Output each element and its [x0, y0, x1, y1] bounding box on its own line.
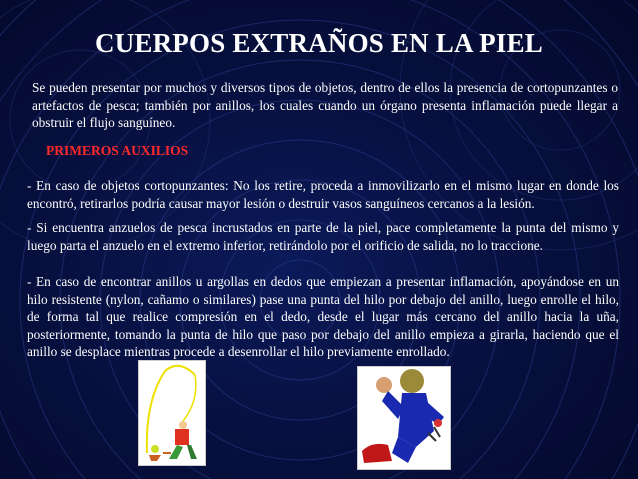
- instruction-rings: - En caso de encontrar anillos u argollas en dedos que empiezan a presentar inflamación, apoyándose en un hilo resistente (nylon, cañamo o similares) pase una punta del hilo por debajo del anillo, luego enrolle el hilo, de forma tal que realice compresión en el dedo, desde el lugar más cercano del anillo hacia la uña, posteriormente, tomando la punta de hilo que paso por debajo del anillo empieza a girarla, haciendo que el anillo se desplace mientras procede a desenrollar el hilo previamente enrollado.: [27, 274, 619, 359]
- instruction-sharp-objects: - En caso de objetos cortopunzantes: No los retire, proceda a inmovilizarlo en el mismo lugar en donde los encontró, retirarlos podría causar mayor lesión o destruir vasos sanguíneos cercanos a la lesión.: [27, 178, 619, 211]
- fishing-illustration: [138, 360, 206, 466]
- first-aid-heading: PRIMEROS AUXILIOS: [46, 143, 189, 158]
- ring-removal-illustration: [357, 366, 451, 470]
- instruction-fish-hooks: - Si encuentra anzuelos de pesca incrustados en parte de la piel, pace completamente la punta del mismo y luego parta el anzuelo en el extremo inferior, retirándolo por el orificio de salida, no lo traccione.: [27, 220, 619, 253]
- page-title: CUERPOS EXTRAÑOS EN LA PIEL: [95, 28, 543, 58]
- intro-paragraph: Se pueden presentar por muchos y diversos tipos de objetos, dentro de ellos la presencia de cortopunzantes o artefactos de pesca; también por anillos, los cuales cuando un órgano presenta inflamación puede llegar a obstruir el flujo sanguíneo.: [32, 80, 618, 130]
